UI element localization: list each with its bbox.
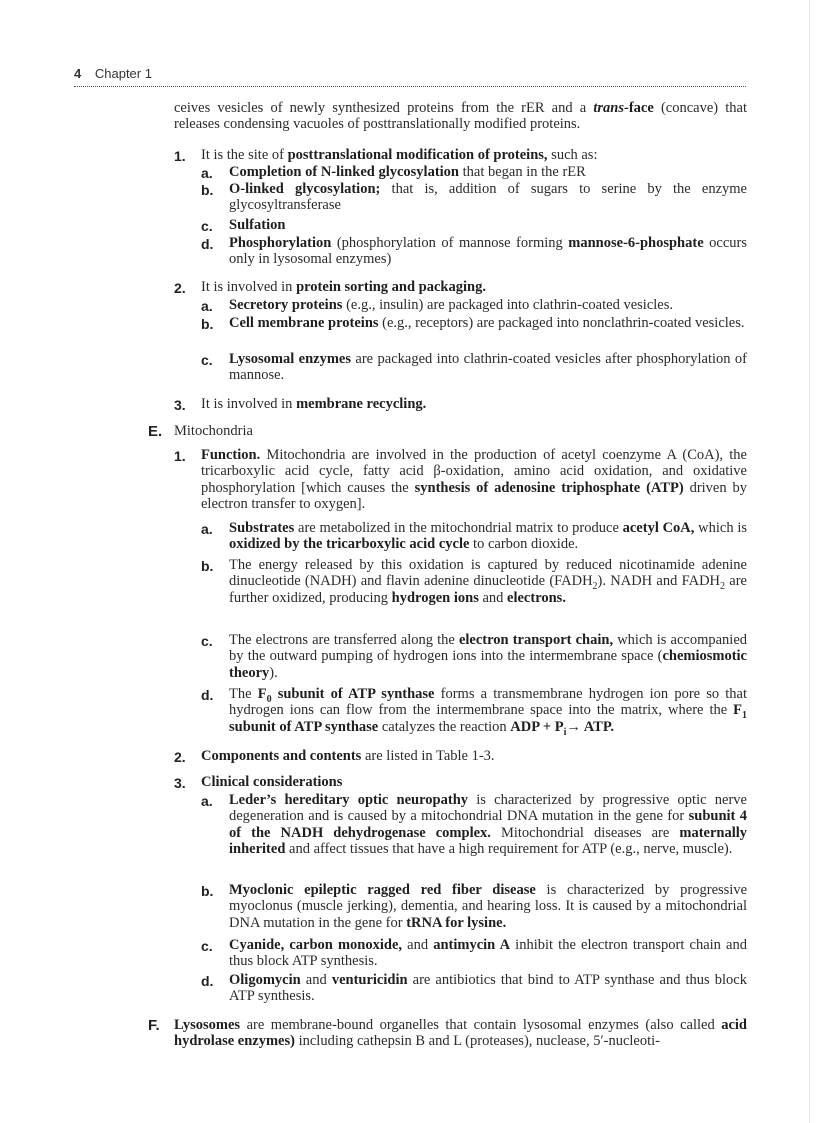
text-run: Lysosomes bbox=[174, 1017, 241, 1033]
text-run: 1 bbox=[742, 710, 747, 722]
text-run: catalyzes the reaction bbox=[378, 718, 511, 735]
text-run: maternally inherited bbox=[229, 824, 748, 858]
text-run: inhibit the electron transport chain and thus block ATP synthesis. bbox=[229, 937, 747, 970]
text-run: driven by electron transfer to oxygen]. bbox=[201, 479, 747, 513]
text-run: Oligomycin bbox=[229, 972, 301, 988]
header-rule bbox=[74, 86, 746, 87]
golgi-item-1b bbox=[229, 181, 747, 214]
mito-item-3d bbox=[229, 972, 747, 1005]
text-run: electrons. bbox=[507, 589, 566, 606]
text-run: It is involved in bbox=[201, 396, 297, 412]
text-run: synthesis of adenosine triphosphate (ATP) bbox=[414, 479, 684, 496]
golgi-item-2b bbox=[229, 315, 747, 331]
section-title: Mitochondria bbox=[174, 423, 253, 439]
text-run: are antibiotics that bind to ATP synthase and thus block ATP synthesis. bbox=[229, 972, 747, 1005]
text-run: acetyl CoA, bbox=[622, 520, 695, 536]
text-run: Secretory proteins bbox=[229, 297, 343, 313]
item-label: b. bbox=[201, 316, 214, 332]
item-label: d. bbox=[201, 236, 214, 252]
item-label: a. bbox=[201, 298, 213, 314]
item-label: a. bbox=[201, 165, 213, 181]
text-run: and bbox=[402, 937, 434, 953]
text-run: (e.g., insulin) are packaged into clathrin-coated vesicles. bbox=[342, 297, 673, 313]
item-label: d. bbox=[201, 687, 214, 703]
text-run: Components and contents bbox=[201, 748, 362, 764]
text-run: (phosphorylation of mannose forming bbox=[331, 235, 569, 251]
text-run: Mitochondrial diseases are bbox=[490, 824, 680, 841]
text-run: including cathepsin B and L (proteases), nuclease, 5′-nucleoti- bbox=[294, 1033, 660, 1050]
text-run: Cell membrane proteins bbox=[229, 315, 379, 331]
golgi-item-1a bbox=[229, 164, 747, 180]
mito-item-1c bbox=[229, 632, 747, 681]
item-label: a. bbox=[201, 521, 213, 537]
text-run: which is bbox=[694, 520, 748, 536]
text-run: ceives vesicles of newly synthesized proteins from the rER and a bbox=[174, 100, 594, 116]
text-run: to carbon dioxide. bbox=[469, 536, 579, 553]
text-run: mannose-6-phosphate bbox=[568, 235, 704, 251]
mito-item-1b bbox=[229, 557, 747, 606]
text-run: such as: bbox=[547, 147, 598, 163]
item-label: b. bbox=[201, 558, 214, 574]
text-run: Phosphorylation bbox=[229, 235, 332, 251]
item-label: 1. bbox=[174, 148, 186, 164]
golgi-item-1 bbox=[201, 147, 747, 163]
text-run: electron transport chain, bbox=[458, 632, 614, 648]
text-run: The electrons are transferred along the bbox=[229, 632, 459, 648]
mito-item-1d bbox=[229, 686, 748, 738]
item-label: 1. bbox=[174, 448, 186, 464]
golgi-item-2a bbox=[229, 297, 747, 313]
text-run: ). bbox=[269, 664, 278, 681]
text-run: venturicidin bbox=[331, 972, 408, 988]
text-run: Cyanide, carbon monoxide, bbox=[229, 937, 402, 953]
text-run: subunit of ATP synthase bbox=[271, 686, 435, 702]
mito-item-1a bbox=[229, 520, 747, 553]
mito-item-3 bbox=[201, 774, 747, 790]
text-run: Function. bbox=[201, 447, 261, 463]
text-run: Leder’s hereditary optic neuropathy bbox=[229, 792, 469, 808]
item-label: 2. bbox=[174, 749, 186, 765]
mito-item-3a bbox=[229, 792, 747, 858]
text-run: 2 bbox=[592, 581, 598, 593]
text-run: Clinical considerations bbox=[201, 774, 343, 790]
text-run: are packaged into clathrin-coated vesicles after phosphorylation of mannose. bbox=[229, 351, 747, 384]
text-run: acid hydrolase enzymes) bbox=[174, 1017, 747, 1050]
golgi-item-2c bbox=[229, 351, 747, 384]
text-run: are listed in Table 1-3. bbox=[361, 748, 495, 764]
text-run: membrane recycling. bbox=[296, 396, 427, 412]
text-run: hydrogen ions bbox=[391, 589, 479, 606]
text-run: is characterized by progressive optic nerve degeneration and is caused by a mitochondrial DNA mutation in the gene for bbox=[229, 792, 747, 825]
text-run: are metabolized in the mitochondrial matrix to produce bbox=[294, 520, 623, 536]
text-run: and bbox=[300, 972, 332, 988]
text-run: occurs only in lysosomal enzymes) bbox=[229, 235, 747, 268]
item-label: c. bbox=[201, 938, 213, 954]
text-run: Substrates bbox=[229, 520, 295, 536]
item-label: c. bbox=[201, 633, 213, 649]
golgi-item-2 bbox=[201, 279, 747, 295]
text-run: are membrane-bound organelles that contain lysosomal enzymes (also called bbox=[240, 1017, 722, 1033]
running-header bbox=[74, 66, 746, 86]
golgi-item-1c bbox=[229, 217, 747, 233]
text-run: that began in the rER bbox=[459, 164, 586, 180]
text-run: posttranslational modification of proteins, bbox=[287, 147, 548, 163]
item-label: 3. bbox=[174, 775, 186, 791]
lysosome-paragraph bbox=[174, 1017, 747, 1050]
mito-item-3b bbox=[229, 882, 747, 931]
text-run: F bbox=[257, 686, 267, 702]
item-label: b. bbox=[201, 883, 214, 899]
text-run: F bbox=[733, 702, 742, 719]
item-label: c. bbox=[201, 218, 213, 234]
text-run: tRNA for lysine. bbox=[406, 914, 507, 931]
intro-text bbox=[174, 100, 747, 133]
text-run: Mitochondria are involved in the production of acetyl coenzyme A (CoA), the tricarboxylic acid cycle, fatty acid β-oxidation, amino acid oxidation, and oxidative phosphorylation [which causes the bbox=[201, 447, 747, 496]
text-run: protein sorting and packaging. bbox=[296, 279, 486, 295]
text-run: The energy released by this oxidation is captured by reduced nicotinamide adenine dinucleotide (NADH) and flavin adenine dinucleotide (FADH bbox=[229, 557, 747, 590]
mito-item-1 bbox=[201, 447, 747, 513]
text-run: The bbox=[229, 686, 258, 702]
text-run: Completion of N-linked glycosylation bbox=[229, 164, 459, 180]
text-run: which is accompanied by the outward pumping of hydrogen ions into the intermembrane space ( bbox=[229, 632, 748, 665]
text-run: 2 bbox=[720, 581, 726, 593]
item-label: 3. bbox=[174, 397, 186, 413]
text-run: is characterized by progressive myoclonus (muscle jerking), dementia, and hearing loss. It is caused by a mitochondrial DNA mutation in the gene for bbox=[229, 882, 748, 931]
section-label: E. bbox=[148, 423, 163, 440]
section-label: F. bbox=[148, 1017, 160, 1034]
text-run: It is the site of bbox=[201, 147, 288, 163]
item-label: d. bbox=[201, 973, 214, 989]
golgi-item-1d bbox=[229, 235, 747, 268]
text-run: forms a transmembrane hydrogen ion pore so that hydrogen ions can flow from the intermembrane space into the matrix, where the bbox=[229, 686, 748, 719]
text-run: trans bbox=[593, 100, 624, 116]
text-run: → ATP. bbox=[566, 718, 614, 735]
item-label: 2. bbox=[174, 280, 186, 296]
text-run: (concave) that releases condensing vacuoles of posttranslationally modified proteins. bbox=[174, 100, 747, 133]
item-label: b. bbox=[201, 182, 214, 198]
page-number: 4 bbox=[74, 66, 82, 81]
item-label: c. bbox=[201, 352, 213, 368]
mito-item-3c bbox=[229, 937, 747, 970]
text-run: 0 bbox=[266, 693, 272, 705]
text-run: that is, addition of sugars to serine by the enzyme glycosyltransferase bbox=[229, 181, 747, 214]
mito-item-2 bbox=[201, 748, 747, 764]
text-run: Sulfation bbox=[229, 217, 286, 233]
chapter-label: Chapter 1 bbox=[94, 66, 152, 81]
text-run: O-linked glycosylation; bbox=[229, 181, 381, 197]
golgi-item-3 bbox=[201, 396, 747, 412]
text-run: antimycin A bbox=[433, 937, 511, 953]
text-run: oxidized by the tricarboxylic acid cycle bbox=[229, 536, 470, 553]
item-label: a. bbox=[201, 793, 213, 809]
text-run: Myoclonic epileptic ragged red fiber disease bbox=[229, 882, 536, 898]
text-run: -face bbox=[624, 100, 654, 116]
text-run: are further oxidized, producing bbox=[229, 573, 747, 606]
text-run: i bbox=[563, 726, 567, 738]
intro-paragraph bbox=[174, 100, 747, 133]
text-run: and affect tissues that have a high requirement for ATP (e.g., nerve, muscle). bbox=[285, 841, 733, 858]
text-run: ). NADH and FADH bbox=[597, 573, 721, 590]
text-run: subunit of ATP synthase bbox=[229, 718, 379, 735]
text-run: chemiosmotic theory bbox=[229, 648, 747, 681]
text-run: subunit 4 of the NADH dehydrogenase complex. bbox=[229, 808, 747, 841]
text-run: It is involved in bbox=[201, 279, 297, 295]
text-run: and bbox=[478, 589, 508, 606]
page-edge bbox=[809, 0, 810, 1123]
text-run: ADP + P bbox=[510, 718, 564, 735]
text-run: Lysosomal enzymes bbox=[229, 351, 352, 367]
text-run: (e.g., receptors) are packaged into nonclathrin-coated vesicles. bbox=[378, 315, 745, 331]
